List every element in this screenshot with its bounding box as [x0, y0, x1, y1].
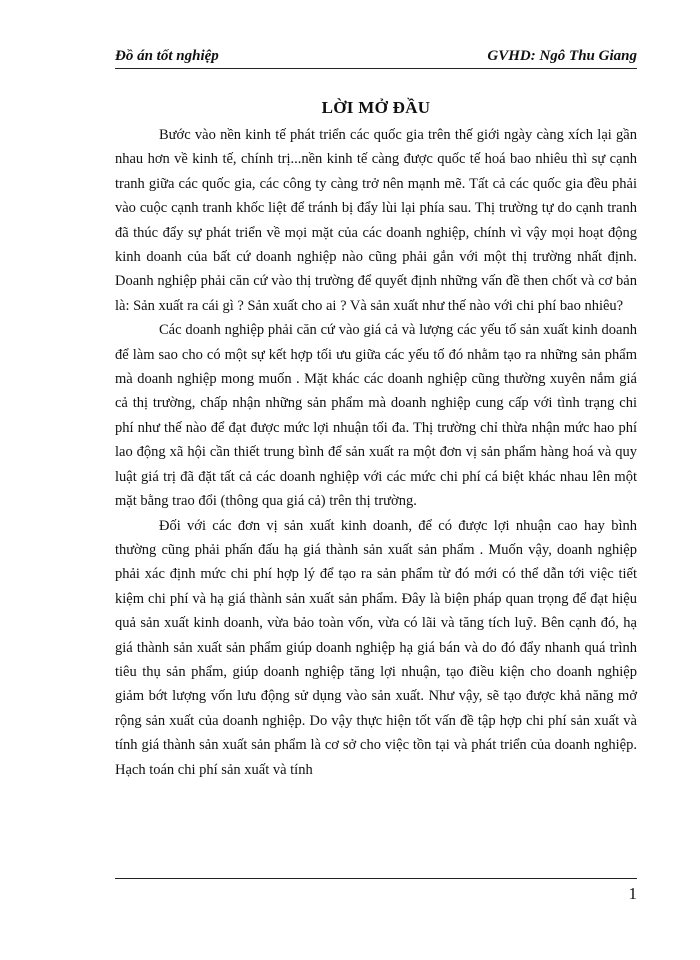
header-divider [115, 68, 637, 69]
page-header [115, 46, 637, 68]
header-document-type: Đồ án tốt nghiệp [115, 48, 219, 64]
document-body [115, 123, 637, 782]
paragraph: Các doanh nghiệp phải căn cứ vào giá cả và lượng các yếu tố sản xuất kinh doanh để làm sao cho có một sự kết hợp tối ưu giữa các yếu tố đó nhằm tạo ra những sản phẩm mà doanh nghiệp mong muốn . Mặt khác các doanh nghiệp cũng thường xuyên nắm giá cả thị trường, chấp nhận những sản phẩm mà doanh nghiệp cung cấp với tình trạng chi phí như thế nào để đạt được mức lợi nhuận tối đa. Thị trường chỉ thừa nhận mức hao phí lao động xã hội cần thiết trung bình để sản xuất ra một đơn vị sản phẩm hàng hoá và quy luật giá trị đã đặt tất cả các doanh nghiệp với các mức chi phí cá biệt khác nhau lên một mặt bằng trao đổi (thông qua giá cả) trên thị trường. [115, 322, 637, 510]
page-number: 1 [628, 884, 637, 903]
header-supervisor: GVHD: Ngô Thu Giang [487, 48, 637, 64]
paragraph: Bước vào nền kinh tế phát triển các quốc gia trên thế giới ngày càng xích lại gần nhau hơn về kinh tế, chính trị...nền kinh tế càng được quốc tế hoá bao nhiêu thì sự cạnh tranh giữa các quốc gia, các công ty càng trở nên mạnh mẽ. Tất cả các quốc gia đều phải vào cuộc cạnh tranh khốc liệt để tránh bị đẩy lùi lại phía sau. Thị trường tự do cạnh tranh đã thúc đẩy sự phát triển về mọi mặt của các doanh nghiệp, chính vì vậy mọi hoạt động kinh doanh của bất cứ doanh nghiệp nào cũng phải gắn với một thị trường nhất định. Doanh nghiệp phải căn cứ vào thị trường để quyết định những vấn đề then chốt và cơ bản là: Sản xuất ra cái gì ? Sản xuất cho ai ? Và sản xuất như thế nào với chi phí bao nhiêu? [115, 127, 637, 314]
document-title: LỜI MỞ ĐẦU [321, 98, 431, 117]
paragraph: Đối với các đơn vị sản xuất kinh doanh, để có được lợi nhuận cao hay bình thường cũng phải phấn đấu hạ giá thành sản xuất sản phẩm . Muốn vậy, doanh nghiệp phải xác định mức chi phí hợp lý để tạo ra sản phẩm từ đó mới có thể dẫn tới việc tiết kiệm chi phí và hạ giá thành sản xuất sản phẩm. Đây là biện pháp quan trọng để đạt hiệu quả sản xuất kinh doanh, vừa bảo toàn vốn, vừa có lãi và tăng tích luỹ. Bên cạnh đó, hạ giá thành sản xuất sản phẩm giúp doanh nghiệp hạ giá bán và do đó đẩy nhanh quá trình tiêu thụ sản phẩm, giúp doanh nghiệp tăng lợi nhuận, tạo điều kiện cho doanh nghiệp giảm bớt lượng vốn lưu động sử dụng vào sản xuất. Như vậy, sẽ tạo được khả năng mở rộng sản xuất của doanh nghiệp. Do vậy thực hiện tốt vấn đề tập hợp chi phí sản xuất và tính giá thành sản xuất sản phẩm là cơ sở cho việc tồn tại và phát triển của doanh nghiệp. Hạch toán chi phí sản xuất và tính [115, 517, 637, 778]
footer-divider [115, 878, 637, 879]
